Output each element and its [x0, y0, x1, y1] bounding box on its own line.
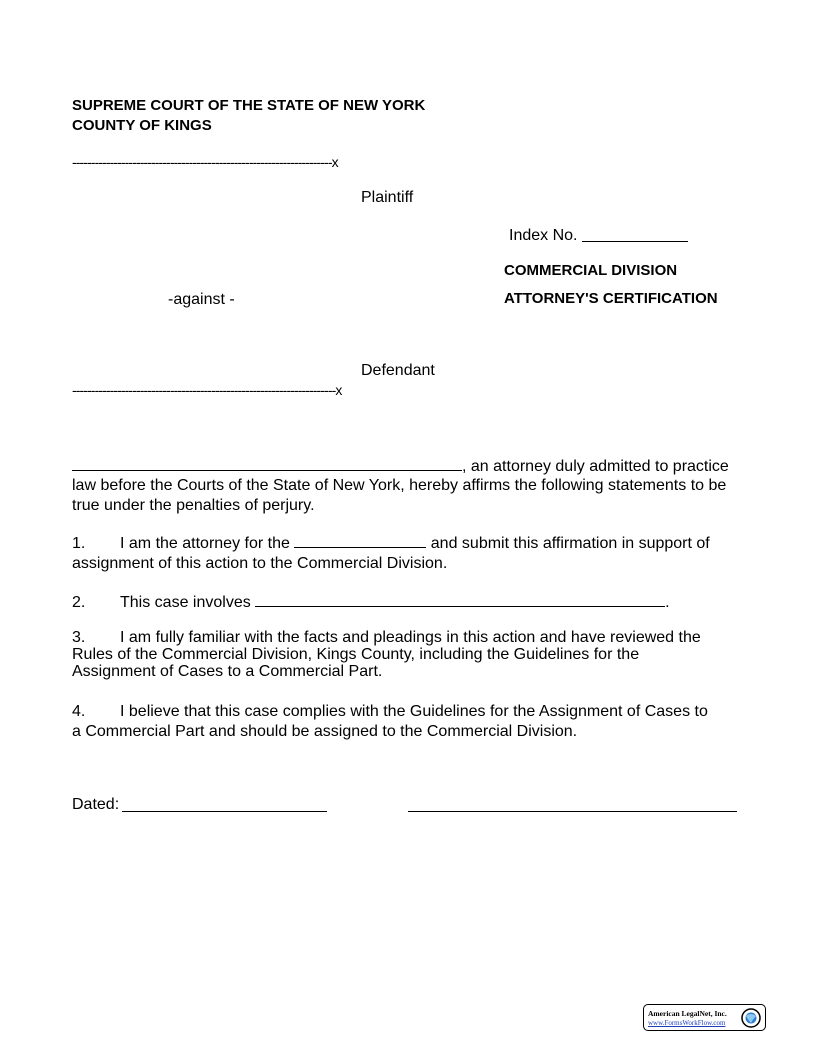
client-name-line[interactable] — [294, 533, 426, 548]
intro-comma: , — [462, 458, 467, 475]
plaintiff-label: Plaintiff — [361, 189, 414, 206]
case-involves-line[interactable] — [255, 592, 665, 607]
paragraph-1 — [72, 533, 722, 574]
county-name: COUNTY OF KINGS — [72, 117, 212, 134]
intro-paragraph — [72, 456, 732, 477]
date-line[interactable] — [122, 811, 327, 812]
against-label: -against - — [168, 291, 235, 308]
document-title-line2: ATTORNEY'S CERTIFICATION — [504, 290, 718, 307]
logo-url: www.FormsWorkFlow.com — [648, 1019, 726, 1027]
paragraph-3-text: I am fully familiar with the facts and pleadings in this action and have reviewed the Rules of the Commercial Division, Kings County, including the Guidelines for the Assignment of Cases to a Commercial Part. — [72, 629, 701, 680]
paragraph-2-period: . — [665, 594, 670, 611]
paragraph-4 — [72, 702, 717, 742]
court-name: SUPREME COURT OF THE STATE OF NEW YORK — [72, 97, 426, 114]
signature-line[interactable] — [408, 811, 737, 812]
paragraph-1-text-a: I am the attorney for the — [120, 535, 290, 552]
logo-company-name: American LegalNet, Inc. — [648, 1009, 727, 1018]
american-legalnet-logo[interactable] — [643, 1004, 766, 1031]
paragraph-4-number: 4. — [72, 703, 86, 720]
paragraph-1-text-b: and submit this affirmation in support of assignment of this action to the Commercial Division. — [72, 535, 710, 572]
globe-icon — [740, 1007, 762, 1029]
intro-line1-tail: an attorney duly admitted to practice — [470, 458, 729, 475]
paragraph-2-number: 2. — [72, 594, 86, 611]
paragraph-4-text: I believe that this case complies with the Guidelines for the Assignment of Cases to a Commercial Part and should be assigned to the Commercial Division. — [72, 703, 708, 740]
caption-top-rule: ---------------------------------------------------------------------x — [72, 154, 338, 170]
paragraph-1-number: 1. — [72, 535, 86, 552]
intro-rest: law before the Courts of the State of New York, hereby affirms the following statements to be true under the penalties of perjury. — [72, 477, 727, 514]
defendant-label: Defendant — [361, 362, 435, 379]
index-number-line[interactable] — [582, 241, 688, 242]
attorney-name-line[interactable] — [72, 456, 462, 471]
caption-bottom-rule: ----------------------------------------------------------------------x — [72, 382, 342, 398]
paragraph-3-number: 3. — [72, 629, 86, 646]
document-title-line1: COMMERCIAL DIVISION — [504, 262, 678, 279]
dated-label: Dated: — [72, 796, 120, 813]
paragraph-2-text-a: This case involves — [120, 594, 251, 611]
paragraph-2 — [72, 592, 732, 613]
paragraph-3 — [72, 629, 712, 680]
index-label: Index No. — [509, 227, 578, 244]
